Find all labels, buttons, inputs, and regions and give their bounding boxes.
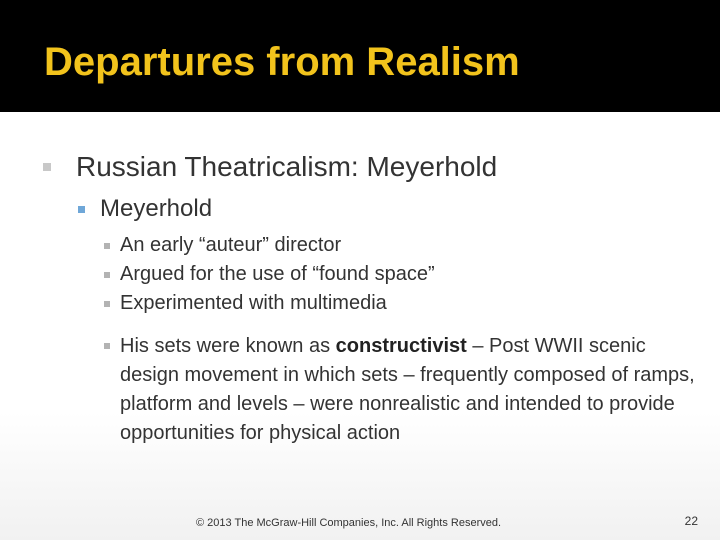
slide-title: Departures from Realism	[44, 40, 520, 84]
bullet-item-constructivist	[120, 332, 710, 448]
bullet-square-level3	[104, 243, 110, 249]
constructivist-text-before: His sets were known as	[120, 335, 336, 357]
bullet-item-multimedia: Experimented with multimedia	[120, 292, 387, 314]
constructivist-text-after: – Post WWII scenic design movement in which sets – frequently composed of ramps, platform and levels – were nonrealistic and intended to provide opportunities for physical action	[120, 335, 695, 444]
slide-content	[0, 112, 720, 540]
bullet-square-level3	[104, 272, 110, 278]
constructivist-term: constructivist	[335, 335, 467, 357]
bullet-item-auteur: An early “auteur” director	[120, 234, 342, 256]
bullet-square-level2	[78, 206, 85, 213]
title-bar	[0, 0, 720, 112]
bullet-level1-text: Russian Theatricalism: Meyerhold	[76, 151, 498, 182]
bullet-square-level3	[104, 343, 110, 349]
bullet-level2-text: Meyerhold	[100, 195, 213, 222]
bullet-item-found-space: Argued for the use of “found space”	[120, 263, 435, 285]
page-number: 22	[684, 514, 698, 528]
bullet-square-level1	[43, 163, 51, 171]
copyright-footer: © 2013 The McGraw-Hill Companies, Inc. All Rights Reserved.	[196, 517, 502, 529]
bullet-square-level3	[104, 301, 110, 307]
